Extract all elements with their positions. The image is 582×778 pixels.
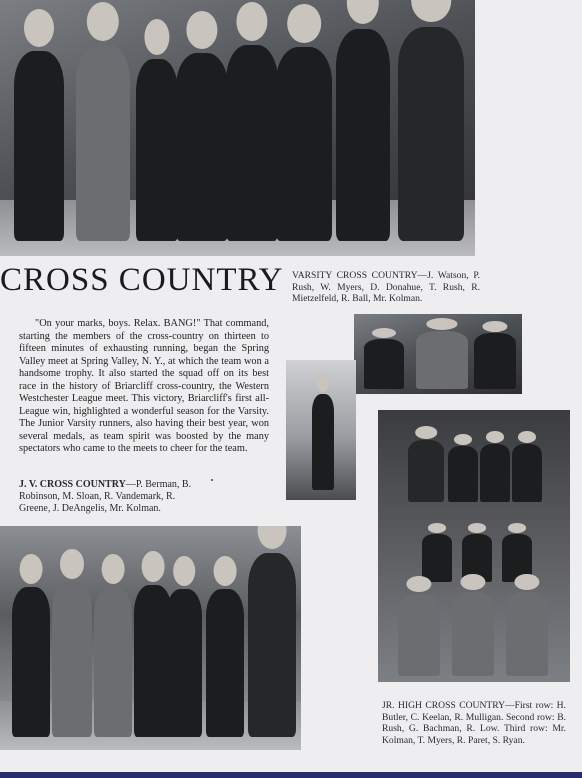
runner-figure xyxy=(312,394,334,490)
runner-figure xyxy=(226,45,278,241)
runner-figure xyxy=(474,333,516,389)
jv-caption-title: J. V. CROSS COUNTRY xyxy=(19,479,126,490)
runner-figure xyxy=(52,583,92,737)
runner-figure xyxy=(336,29,390,241)
runner-figure xyxy=(422,534,452,582)
runner-figure xyxy=(416,331,468,389)
jr-high-team-photo xyxy=(378,410,570,682)
coach-figure xyxy=(398,27,464,241)
runner-figure xyxy=(14,51,64,241)
jv-caption-names: —P. Berman, B. Robinson, M. Sloan, R. Vandemark, R. Greene, J. DeAngelis, Mr. Kolman. xyxy=(19,479,192,514)
runner-figure xyxy=(166,589,202,737)
varsity-team-photo xyxy=(0,0,475,256)
stray-dot xyxy=(211,479,213,481)
runner-figure xyxy=(206,589,244,737)
coach-figure xyxy=(248,553,296,737)
page-edge xyxy=(0,772,582,778)
runner-figure xyxy=(398,594,440,676)
article-text: "On your marks, boys. Relax. BANG!" That command, starting the members of the cross-country on thirteen to fifteen minutes of exhausting running, began the Spring Valley meet at Spring Valley, N. Y., at which the team won a handsome trophy. It also started the squad off on its best race in the history of Briarcliff cross-country, the Western Westchester League meet. This victory, Briarcliff's first all-League win, highlighted a wonderful season for the Varsity. The Junior Varsity runners, also having their best year, won several medals, as team spirit was boosted by the many spectators who came to the meets to cheer for the team. xyxy=(19,318,269,454)
coach-figure xyxy=(408,440,444,502)
runner-figure xyxy=(94,587,132,737)
runner-figure xyxy=(452,592,494,676)
runner-figure xyxy=(136,59,178,241)
runner-figure xyxy=(176,53,228,241)
runner-figure xyxy=(364,339,404,389)
varsity-caption: VARSITY CROSS COUNTRY—J. Watson, P. Rush, W. Myers, D. Donahue, T. Rush, R. Mietzelfeld, R. Ball, Mr. Kolman. xyxy=(292,270,480,304)
jr-high-caption: JR. HIGH CROSS COUNTRY—First row: H. Butler, C. Keelan, R. Mulligan. Second row: B. Rush, G. Bachman, R. Low. Third row: Mr. Kolman, T. Myers, R. Paret, S. Ryan. xyxy=(382,700,566,746)
runner-figure xyxy=(506,592,548,676)
runner-figure xyxy=(76,45,130,241)
runner-figure xyxy=(448,446,478,502)
jv-team-photo xyxy=(0,526,301,750)
runner-action-photo xyxy=(286,360,356,500)
runner-figure xyxy=(12,587,50,737)
runner-figure xyxy=(276,47,332,241)
runner-figure xyxy=(512,444,542,502)
runner-figure xyxy=(480,444,510,502)
jv-caption xyxy=(19,479,205,515)
page-title: CROSS COUNTRY xyxy=(0,262,284,298)
three-runners-photo xyxy=(354,314,522,394)
